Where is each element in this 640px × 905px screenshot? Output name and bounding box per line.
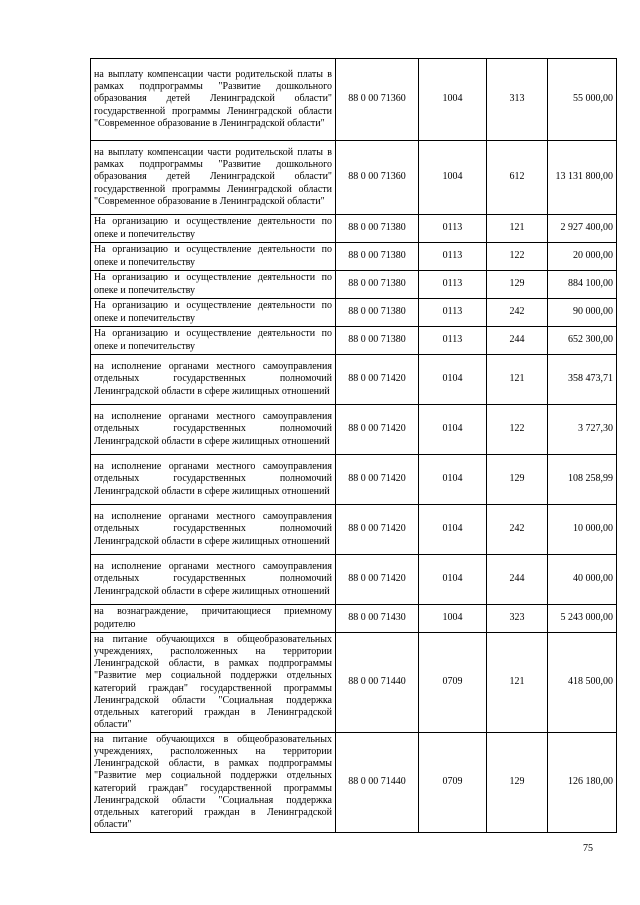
row-section: 0709 [419, 733, 487, 833]
row-section: 0113 [419, 215, 487, 243]
row-section: 0104 [419, 555, 487, 605]
table-row [91, 271, 617, 299]
row-amount: 358 473,71 [548, 355, 617, 405]
table-row [91, 327, 617, 355]
table-row [91, 555, 617, 605]
row-section: 0113 [419, 271, 487, 299]
row-target-article: 88 0 00 71430 [336, 605, 419, 633]
row-expense-type: 122 [487, 405, 548, 455]
row-amount: 5 243 000,00 [548, 605, 617, 633]
row-section: 0709 [419, 633, 487, 733]
row-description: на исполнение органами местного самоуправления отдельных государственных полномочий Ленинградской области в сфере жилищных отношений [91, 555, 336, 605]
row-description: На организацию и осуществление деятельности по опеке и попечительству [91, 215, 336, 243]
row-expense-type: 121 [487, 355, 548, 405]
budget-table-body [91, 59, 617, 833]
row-target-article: 88 0 00 71420 [336, 555, 419, 605]
row-amount: 13 131 800,00 [548, 141, 617, 215]
row-expense-type: 121 [487, 633, 548, 733]
row-expense-type: 242 [487, 505, 548, 555]
row-description: на исполнение органами местного самоуправления отдельных государственных полномочий Ленинградской области в сфере жилищных отношений [91, 355, 336, 405]
row-amount: 90 000,00 [548, 299, 617, 327]
page-number: 75 [583, 843, 593, 854]
row-expense-type: 122 [487, 243, 548, 271]
row-expense-type: 244 [487, 555, 548, 605]
table-row [91, 355, 617, 405]
row-description: на исполнение органами местного самоуправления отдельных государственных полномочий Ленинградской области в сфере жилищных отношений [91, 405, 336, 455]
row-target-article: 88 0 00 71420 [336, 355, 419, 405]
row-description: на выплату компенсации части родительской платы в рамках подпрограммы "Развитие дошкольного образования детей Ленинградской области" государственной программы Ленинградской области "Современное образование в Ленинградской области" [91, 141, 336, 215]
row-expense-type: 121 [487, 215, 548, 243]
row-amount: 10 000,00 [548, 505, 617, 555]
row-expense-type: 242 [487, 299, 548, 327]
table-row [91, 141, 617, 215]
row-amount: 2 927 400,00 [548, 215, 617, 243]
row-amount: 3 727,30 [548, 405, 617, 455]
row-section: 0104 [419, 355, 487, 405]
table-row [91, 633, 617, 733]
row-target-article: 88 0 00 71360 [336, 59, 419, 141]
row-description: на исполнение органами местного самоуправления отдельных государственных полномочий Ленинградской области в сфере жилищных отношений [91, 455, 336, 505]
row-expense-type: 129 [487, 271, 548, 299]
row-target-article: 88 0 00 71420 [336, 505, 419, 555]
row-amount: 126 180,00 [548, 733, 617, 833]
table-row [91, 455, 617, 505]
row-section: 0113 [419, 299, 487, 327]
row-section: 0104 [419, 505, 487, 555]
row-amount: 20 000,00 [548, 243, 617, 271]
row-target-article: 88 0 00 71440 [336, 633, 419, 733]
row-amount: 40 000,00 [548, 555, 617, 605]
row-section: 1004 [419, 605, 487, 633]
row-amount: 108 258,99 [548, 455, 617, 505]
row-section: 1004 [419, 59, 487, 141]
row-target-article: 88 0 00 71440 [336, 733, 419, 833]
row-description: на питание обучающихся в общеобразовательных учреждениях, расположенных на территории Ленинградской области, в рамках подпрограммы "Развитие мер социальной поддержки отдельных категорий граждан" государственной программы Ленинградской области "Социальная поддержка отдельных категорий граждан в Ленинградской области" [91, 733, 336, 833]
table-row [91, 405, 617, 455]
row-description: на выплату компенсации части родительской платы в рамках подпрограммы "Развитие дошкольного образования детей Ленинградской области" государственной программы Ленинградской области "Современное образование в Ленинградской области" [91, 59, 336, 141]
row-expense-type: 129 [487, 733, 548, 833]
row-amount: 55 000,00 [548, 59, 617, 141]
row-target-article: 88 0 00 71380 [336, 215, 419, 243]
row-target-article: 88 0 00 71380 [336, 327, 419, 355]
row-section: 1004 [419, 141, 487, 215]
row-target-article: 88 0 00 71420 [336, 405, 419, 455]
row-description: На организацию и осуществление деятельности по опеке и попечительству [91, 243, 336, 271]
budget-table [90, 58, 617, 833]
table-row [91, 299, 617, 327]
row-description: На организацию и осуществление деятельности по опеке и попечительству [91, 299, 336, 327]
row-section: 0113 [419, 243, 487, 271]
row-target-article: 88 0 00 71420 [336, 455, 419, 505]
row-description: на исполнение органами местного самоуправления отдельных государственных полномочий Ленинградской области в сфере жилищных отношений [91, 505, 336, 555]
row-expense-type: 323 [487, 605, 548, 633]
row-section: 0104 [419, 405, 487, 455]
row-amount: 652 300,00 [548, 327, 617, 355]
row-expense-type: 313 [487, 59, 548, 141]
row-description: На организацию и осуществление деятельности по опеке и попечительству [91, 271, 336, 299]
row-target-article: 88 0 00 71360 [336, 141, 419, 215]
row-target-article: 88 0 00 71380 [336, 243, 419, 271]
row-target-article: 88 0 00 71380 [336, 299, 419, 327]
row-section: 0104 [419, 455, 487, 505]
table-row [91, 605, 617, 633]
row-expense-type: 244 [487, 327, 548, 355]
row-description: на вознаграждение, причитающиеся приемному родителю [91, 605, 336, 633]
table-row [91, 215, 617, 243]
row-amount: 418 500,00 [548, 633, 617, 733]
table-row [91, 59, 617, 141]
row-expense-type: 129 [487, 455, 548, 505]
row-expense-type: 612 [487, 141, 548, 215]
table-row [91, 243, 617, 271]
row-description: на питание обучающихся в общеобразовательных учреждениях, расположенных на территории Ленинградской области, в рамках подпрограммы "Развитие мер социальной поддержки отдельных категорий граждан" государственной программы Ленинградской области "Социальная поддержка отдельных категорий граждан в Ленинградской области" [91, 633, 336, 733]
row-amount: 884 100,00 [548, 271, 617, 299]
row-description: На организацию и осуществление деятельности по опеке и попечительству [91, 327, 336, 355]
row-target-article: 88 0 00 71380 [336, 271, 419, 299]
table-row [91, 505, 617, 555]
row-section: 0113 [419, 327, 487, 355]
table-row [91, 733, 617, 833]
